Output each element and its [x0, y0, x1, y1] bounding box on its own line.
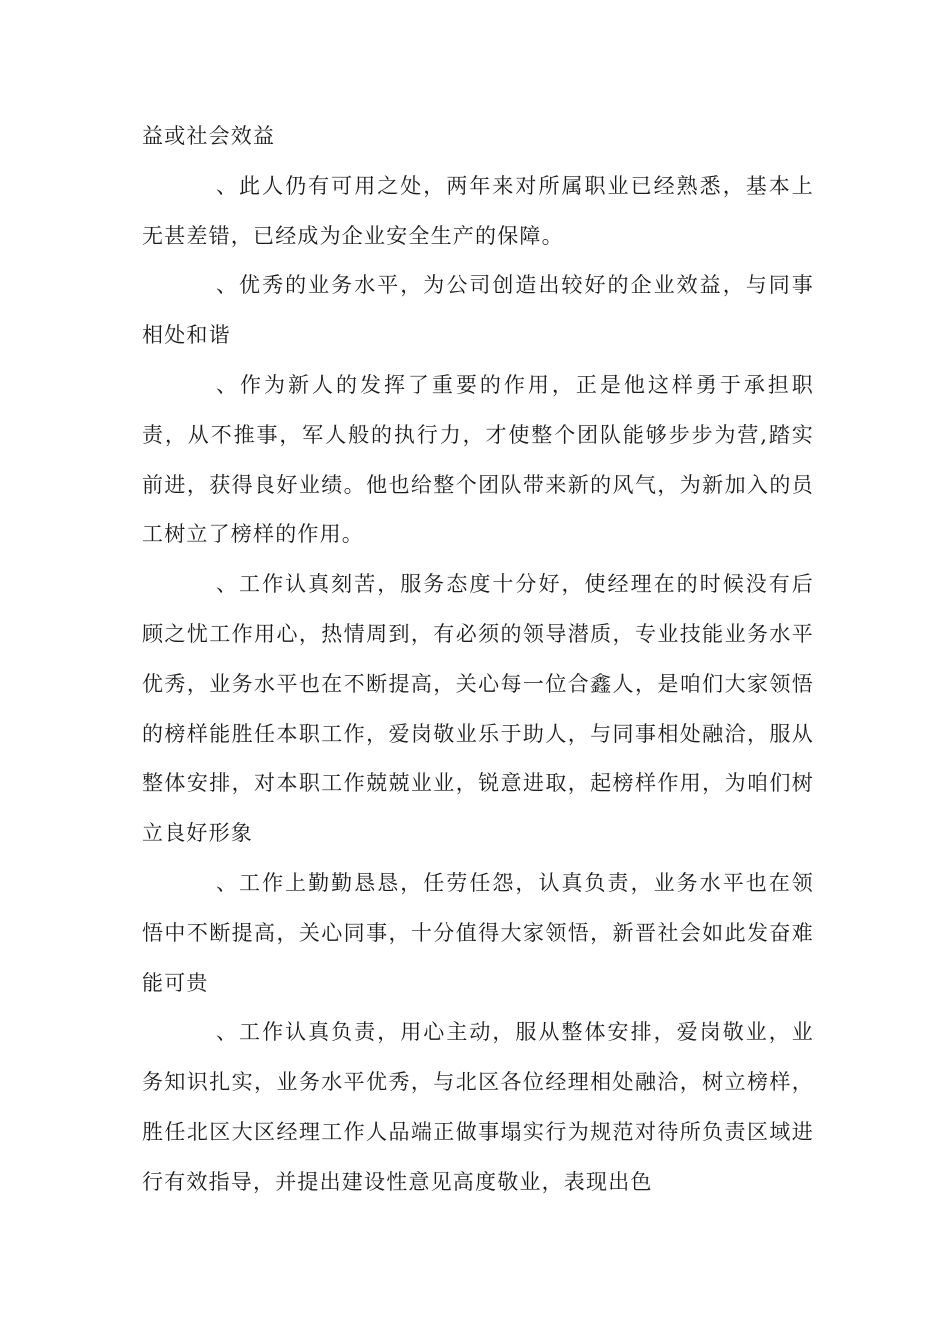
paragraph-6: 、工作认真负责，用心主动，服从整体安排，爱岗敬业，业务知识扎实，业务水平优秀，与北区各位经理相处融洽，树立榜样，胜任北区大区经理工作人品端正做事塌实行为规范对待所负责区域进行有效指导，并提出建设性意见高度敬业，表现出色	[142, 1020, 814, 1194]
paragraph-4: 、工作认真刻苦，服务态度十分好，使经理在的时候没有后顾之忧工作用心，热情周到，有必须的领导潜质，专业技能业务水平优秀，业务水平也在不断提高，关心每一位合鑫人，是咱们大家领悟的榜样能胜任本职工作，爱岗敬业乐于助人，与同事相处融洽，服从整体安排，对本职工作兢兢业业，锐意进取，起榜样作用，为咱们树立良好形象	[142, 572, 814, 846]
paragraph-3: 、作为新人的发挥了重要的作用，正是他这样勇于承担职责，从不推事，军人般的执行力，才使整个团队能够步步为营,踏实前进，获得良好业绩。他也给整个团队带来新的风气，为新加入的员工树立了榜样的作用。	[142, 372, 814, 547]
paragraph-5: 、工作上勤勤恳恳，任劳任怨，认真负责，业务水平也在领悟中不断提高，关心同事，十分值得大家领悟，新晋社会如此发奋难能可贵	[142, 870, 814, 995]
paragraph-2: 、优秀的业务水平，为公司创造出较好的企业效益，与同事相处和谐	[142, 273, 814, 348]
paragraph-1: 、此人仍有可用之处，两年来对所属职业已经熟悉，基本上无甚差错，已经成为企业安全生产的保障。	[142, 173, 814, 248]
paragraph-continuation: 益或社会效益	[142, 124, 276, 148]
document-body	[142, 112, 814, 1208]
